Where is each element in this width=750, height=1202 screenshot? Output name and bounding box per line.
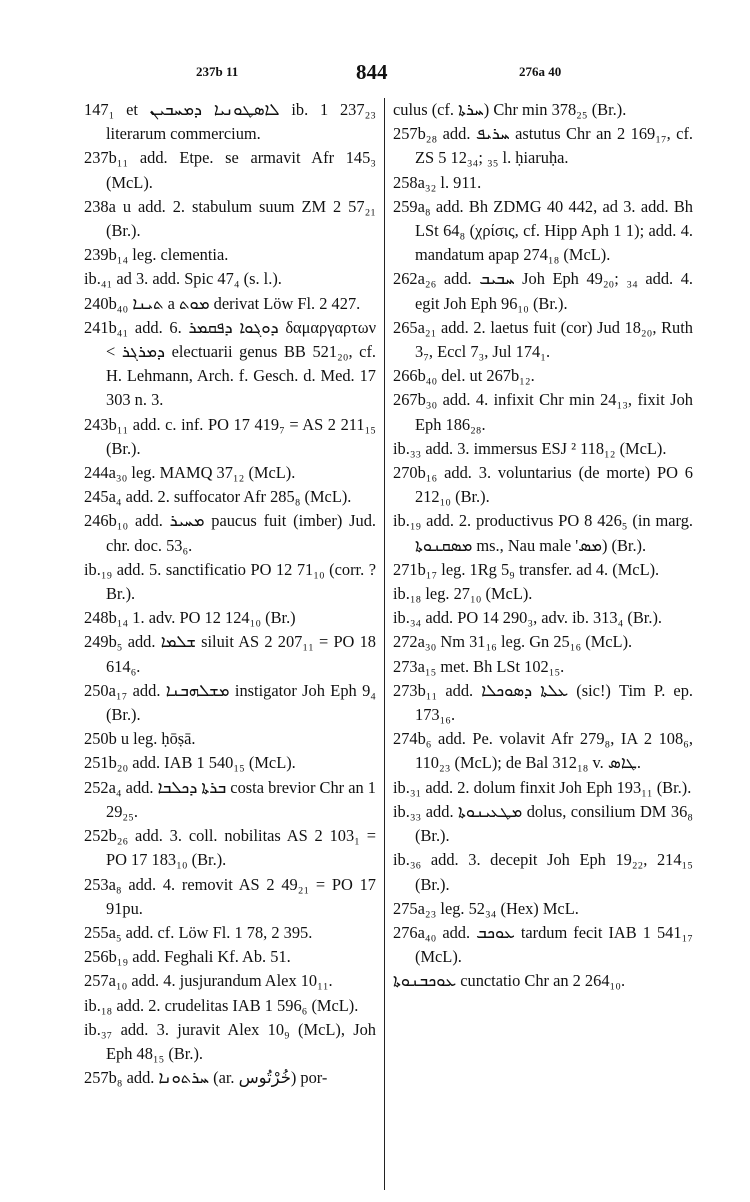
entry: 276a₄₀ add. ܥܘܟܒ tardum fecit IAB 1 541₁₇ (McL). (393, 922, 693, 967)
entry: 273b₁₁ add. ܥܠܬܐ ܕܣܘܟܠܐ (sic!) Tim P. ep. 173₁₆. (393, 680, 693, 725)
entry: 245a₄ add. 2. suffocator Afr 285₈ (McL). (84, 487, 352, 507)
entry: 252a₄ add. ܒܪܬܐ ܕܟܠܒܐ costa brevior Chr an 1 29₂₅. (84, 777, 376, 821)
entry: 258a₃₂ l. 911. (393, 172, 482, 192)
entry: ib.₃₃ add. ܡܛܥܝܢܘܬܐ dolus, consilium DM 36₈ (Br.). (393, 801, 693, 846)
page-header (0, 58, 750, 88)
entry: 257b₂₈ add. ܚܪܝܦ astutus Chr an 2 169₁₇, cf. ZS 5 12₃₄; ₃₅ l. ḥiaruḥa. (393, 124, 693, 168)
entry: 255a₅ add. cf. Löw Fl. 1 78, 2 395. (84, 922, 313, 942)
entry: 259a₈ add. Bh ZDMG 40 442, ad 3. add. Bh LSt 64₈ (χρίσις, cf. Hipp Aph 1 1); add. 4. mandatum apap 274₁₈ (McL). (393, 196, 693, 265)
entry: 274b₆ add. Pe. volavit Afr 279₈, IA 2 108₆, 110₂₃ (McL); de Bal 312₁₈ v. ܛܐܣ. (393, 729, 693, 773)
page-number: 844 (356, 60, 388, 84)
entry: 257a₁₀ add. 4. jusjurandum Alex 10₁₁. (84, 971, 333, 991)
entry: 246b₁₀ add. ܡܚܝܪ paucus fuit (imber) Jud. chr. doc. 53₆. (84, 511, 376, 555)
entry: 252b₂₆ add. 3. coll. nobilitas AS 2 103₁ = PO 17 183₁₀ (Br.). (84, 826, 376, 870)
entry: ib.₃₇ add. 3. juravit Alex 10₉ (McL), Joh Eph 48₁₅ (Br.). (84, 1019, 376, 1063)
header-right-reference: 276a 40 (519, 64, 562, 79)
entry: 147₁ et ܠܐܣܛܘܢܝܐ ܕܡܚܒܝܢ ib. 1 237₂₃ literarum commercium. (84, 100, 376, 144)
entry: 237b₁₁ add. Etpe. se armavit Afr 145₃ (McL). (84, 148, 376, 192)
entry: 267b₃₀ add. 4. infixit Chr min 24₁₃, fixit Joh Eph 186₂₈. (393, 390, 693, 434)
entry: 248b₁₄ 1. adv. PO 12 124₁₀ (Br.) (84, 608, 296, 628)
entry: 266b₄₀ del. ut 267b₁₂. (393, 366, 535, 386)
left-column (84, 98, 376, 1188)
entry: ib.₄₁ ad 3. add. Spic 47₄ (s. l.). (84, 269, 282, 289)
entry: 270b₁₆ add. 3. voluntarius (de morte) PO 6 212₁₀ (Br.). (393, 463, 693, 507)
entry: 241b₄₁ add. 6. ܕܘܓܘܐ ܕܦܩܡܪ δαμαργαρτων < ܕܡܪܓܪ electuarii genus BB 521₂₀, cf. H. Lehmann, Arch. f. Gesch. d. Med. 17 303 n. 3. (84, 317, 376, 410)
entry: 251b₂₀ add. IAB 1 540₁₅ (McL). (84, 753, 296, 773)
entry: 271b₁₇ leg. 1Rg 5₉ transfer. ad 4. (McL). (393, 559, 660, 579)
entry: 265a₂₁ add. 2. laetus fuit (cor) Jud 18₂₀, Ruth 3₇, Eccl 7₃, Jul 174₁. (393, 317, 693, 362)
entry: 244a₃₀ leg. MAMQ 37₁₂ (McL). (84, 463, 296, 483)
entry: ib.₃₄ add. PO 14 290₃, adv. ib. 313₄ (Br.). (393, 608, 663, 628)
entry: ib.₃₆ add. 3. decepit Joh Eph 19₂₂, 214₁₅ (Br.). (393, 850, 693, 894)
entry: 243b₁₁ add. c. inf. PO 17 419₇ = AS 2 211₁₅ (Br.). (84, 414, 376, 458)
entry: 240b₄₀ ܬܝܢܐ a ܡܘܬ derivat Löw Fl. 2 427. (84, 293, 361, 313)
column-divider (384, 98, 385, 1190)
header-left-reference: 237b 11 (196, 64, 239, 79)
entry: 257b₈ add. ܚܪܬܘܢܐ (ar. خُرْتُوس) por- (84, 1068, 328, 1088)
entry: culus (cf. ܚܪܬܐ) Chr min 378₂₅ (Br.). (393, 100, 627, 119)
entry: 256b₁₉ add. Feghali Kf. Ab. 51. (84, 947, 291, 967)
entry: 239b₁₄ leg. clementia. (84, 245, 229, 265)
entry: ܥܘܟܒܢܘܬܐ cunctatio Chr an 2 264₁₀. (393, 971, 626, 991)
entry: 272a₃₀ Nm 31₁₆ leg. Gn 25₁₆ (McL). (393, 632, 633, 652)
entry: 262a₂₆ add. ܚܒܝܒ Joh Eph 49₂₀; ₃₄ add. 4. egit Joh Eph 96₁₀ (Br.). (393, 269, 693, 313)
entry: 275a₂₃ leg. 52₃₄ (Hex) McL. (393, 898, 579, 918)
entry: 253a₈ add. 4. removit AS 2 49₂₁ = PO 17 91pu. (84, 874, 376, 918)
entry: 250a₁₇ add. ܡܫܠܗܒܢܐ instigator Joh Eph 9₄ (Br.). (84, 680, 376, 725)
entry: ib.₁₉ add. 5. sanctificatio PO 12 71₁₀ (corr. ? Br.). (84, 559, 376, 604)
entry: ib.₁₈ add. 2. crudelitas IAB 1 596₆ (McL). (84, 995, 359, 1015)
entry: ib.₁₈ leg. 27₁₀ (McL). (393, 584, 533, 604)
entry: 249b₅ add. ܫܠܡܐ siluit AS 2 207₁₁ = PO 18 614₆. (84, 632, 376, 676)
entry: 250b u leg. ḥōṣā. (84, 729, 196, 749)
entry: ib.₁₉ add. 2. productivus PO 8 426₅ (in marg. ܡܣܩܢܘܬܐ ms., Nau male 'ܡܣ) (Br.). (393, 511, 693, 555)
entry: 273a₁₅ met. Bh LSt 102₁₅. (393, 656, 565, 676)
entry: ib.₃₃ add. 3. immersus ESJ ² 118₁₂ (McL). (393, 438, 667, 458)
entry: 238a u add. 2. stabulum suum ZM 2 57₂₁ (Br.). (84, 196, 376, 241)
entry: ib.₃₁ add. 2. dolum finxit Joh Eph 193₁₁ (Br.). (393, 777, 692, 797)
right-column (393, 98, 693, 1188)
